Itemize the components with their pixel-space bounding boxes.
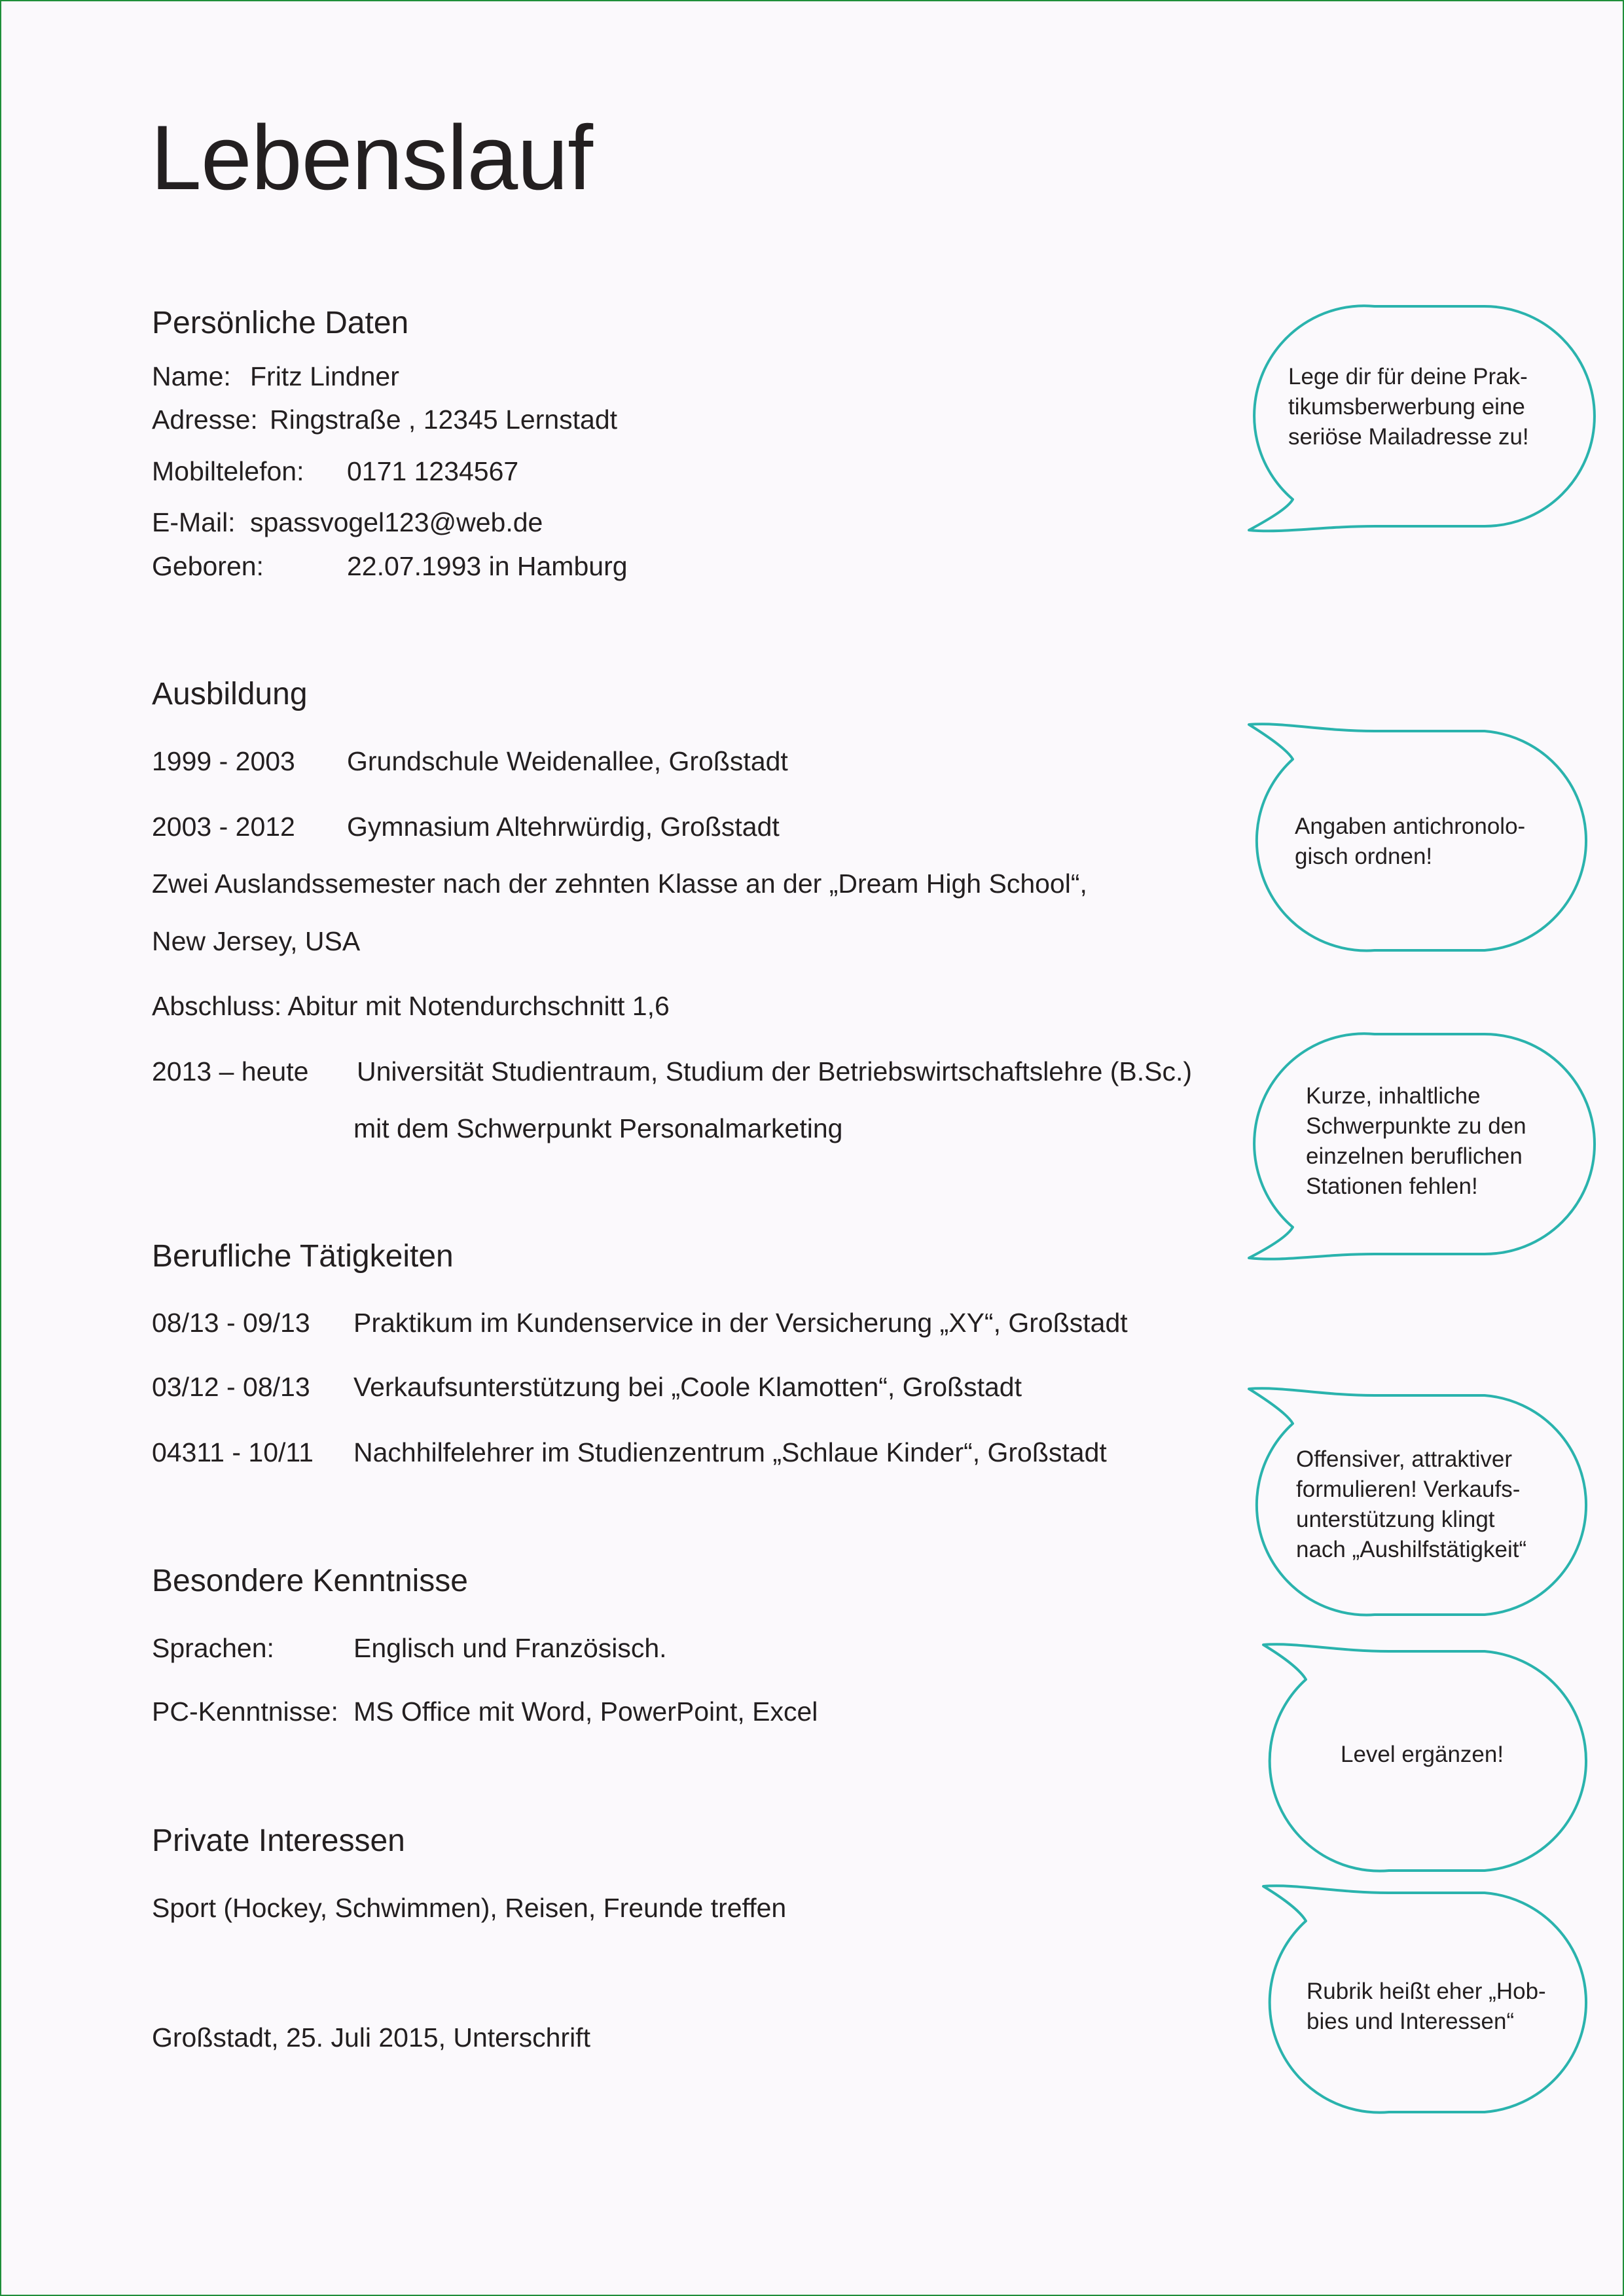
section-heading-personal: Persönliche Daten xyxy=(152,306,409,340)
comment-text-2: Angaben antichronolo- gisch ordnen! xyxy=(1295,814,1526,869)
comment-text-6: Rubrik heißt eher „Hob- bies und Interessen“ xyxy=(1307,1979,1546,2034)
mobile-value: 0171 1234567 xyxy=(347,456,519,486)
skills-lang-value: Englisch und Französisch. xyxy=(353,1633,667,1663)
skills-pc-label: PC-Kenntnisse: xyxy=(152,1696,338,1727)
work-text-2: Verkaufsunterstützung bei „Coole Klamotten“, Großstadt xyxy=(353,1372,1022,1402)
education-period-3: 2013 – heute xyxy=(152,1056,309,1086)
education-text-1: Grundschule Weidenallee, Großstadt xyxy=(347,746,788,776)
work-period-1: 08/13 - 09/13 xyxy=(152,1308,310,1338)
work-period-3: 04311 - 10/11 xyxy=(152,1437,314,1467)
comment-text-3: Kurze, inhaltliche Schwerpunkte zu den einzelnen beruflichen Stationen fehlen! xyxy=(1306,1083,1526,1199)
born-label: Geboren: xyxy=(152,551,264,581)
email-label: E-Mail: xyxy=(152,507,236,537)
section-heading-work: Berufliche Tätigkeiten xyxy=(152,1239,454,1274)
comment-text-4: Offensiver, attraktiver formulieren! Verkaufs- unterstützung klingt nach „Aushilfstätigkeit“ xyxy=(1296,1446,1527,1562)
comment-text-5: Level ergänzen! xyxy=(1341,1742,1504,1767)
mobile-label: Mobiltelefon: xyxy=(152,456,304,486)
work-text-1: Praktikum im Kundenservice in der Versicherung „XY“, Großstadt xyxy=(353,1308,1128,1338)
education-text-3: Universität Studientraum, Studium der Betriebswirtschaftslehre (B.Sc.) xyxy=(357,1056,1193,1086)
born-value: 22.07.1993 in Hamburg xyxy=(347,551,628,581)
email-value: spassvogel123@web.de xyxy=(250,507,543,537)
comment-text-1: Lege dir für deine Prak- tikumsberwerbung eine seriöse Mailadresse zu! xyxy=(1288,364,1529,450)
address-value: Ringstraße , 12345 Lernstadt xyxy=(270,404,618,435)
page-title: Lebenslauf xyxy=(151,106,593,209)
name-value: Fritz Lindner xyxy=(250,361,399,391)
work-period-2: 03/12 - 08/13 xyxy=(152,1372,310,1402)
education-text-2: Gymnasium Altehrwürdig, Großstadt xyxy=(347,812,780,842)
education-abroad-line-2: New Jersey, USA xyxy=(152,926,361,956)
education-text-3b: mit dem Schwerpunkt Personalmarketing xyxy=(353,1113,843,1143)
skills-lang-label: Sprachen: xyxy=(152,1633,274,1663)
education-degree: Abschluss: Abitur mit Notendurchschnitt 1,6 xyxy=(152,991,670,1021)
work-text-3: Nachhilfelehrer im Studienzentrum „Schlaue Kinder“, Großstadt xyxy=(353,1437,1107,1467)
name-label: Name: xyxy=(152,361,231,391)
section-heading-skills: Besondere Kenntnisse xyxy=(152,1564,468,1598)
education-abroad-line-1: Zwei Auslandssemester nach der zehnten Klasse an der „Dream High School“, xyxy=(152,869,1087,899)
address-label: Adresse: xyxy=(152,404,258,435)
signature-line: Großstadt, 25. Juli 2015, Unterschrift xyxy=(152,2022,590,2053)
section-heading-interests: Private Interessen xyxy=(152,1823,405,1858)
education-period-2: 2003 - 2012 xyxy=(152,812,295,842)
interests-text: Sport (Hockey, Schwimmen), Reisen, Freunde treffen xyxy=(152,1893,787,1923)
skills-pc-value: MS Office mit Word, PowerPoint, Excel xyxy=(353,1696,818,1727)
section-heading-education: Ausbildung xyxy=(152,677,308,711)
education-period-1: 1999 - 2003 xyxy=(152,746,295,776)
